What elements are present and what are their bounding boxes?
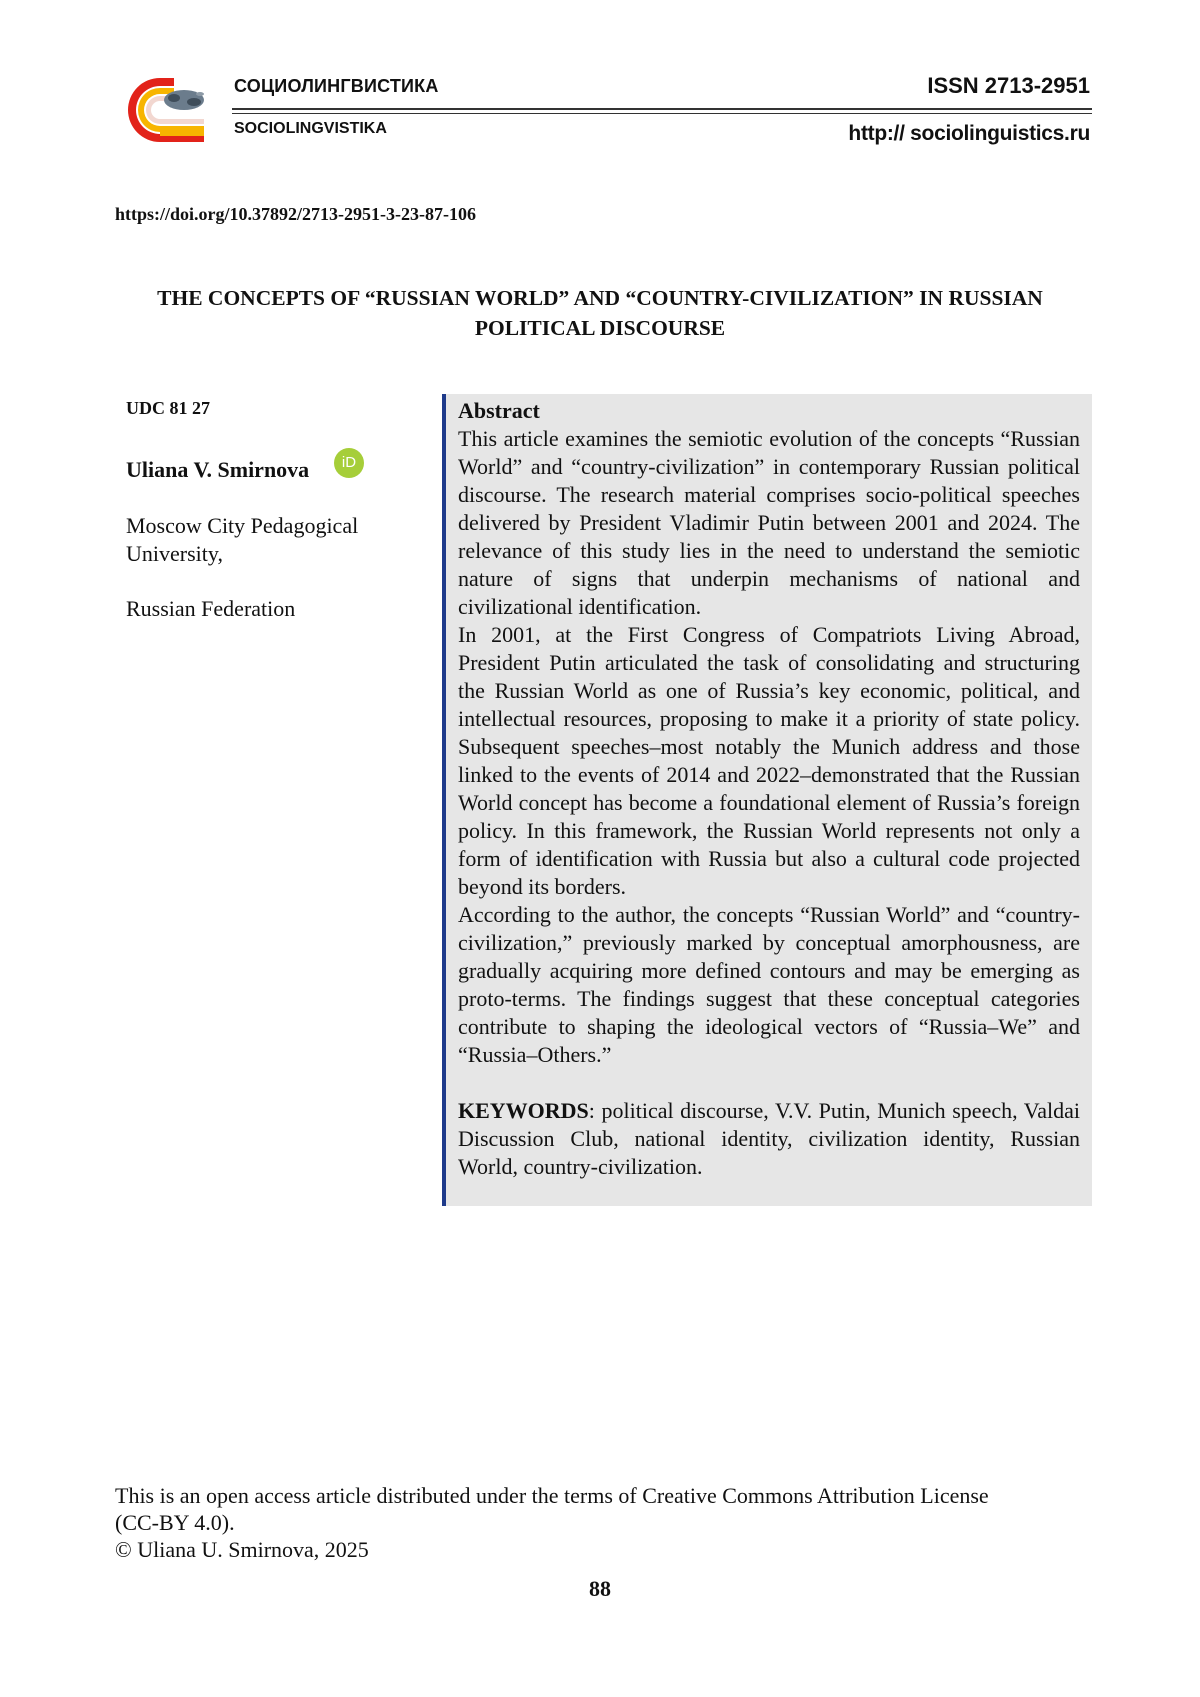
journal-website-link[interactable]: http:// sociolinguistics.ru <box>848 122 1090 145</box>
journal-logo-icon <box>112 72 212 148</box>
article-title: THE CONCEPTS OF “RUSSIAN WORLD” AND “COUNTRY-CIVILIZATION” IN RUSSIAN POLITICAL DISCOURSE <box>157 286 1043 340</box>
keywords-label: KEYWORDS <box>458 1098 589 1123</box>
author-country: Russian Federation <box>126 596 296 621</box>
abstract-box <box>442 394 1092 1206</box>
abstract-paragraph: In 2001, at the First Congress of Compatriots Living Abroad, President Putin articulated the task of consolidating and structuring the Russian World as one of Russia’s key economic, political, and intellectual resources, proposing to make it a priority of state policy. Subsequent speeches–most notably the Munich address and those linked to the events of 2014 and 2022–demonstrated that the Russian World concept has become a foundational element of Russia’s foreign policy. In this framework, the Russian World represents not only a form of identification with Russia but also a cultural code projected beyond its borders. <box>458 622 1080 899</box>
copyright: © Uliana U. Smirnova, 2025 <box>115 1537 369 1562</box>
abstract-heading: Abstract <box>458 398 540 423</box>
udc-code: UDC 81 27 <box>126 398 210 418</box>
license-notice <box>115 1482 1035 1563</box>
doi-link[interactable]: https://doi.org/10.37892/2713-2951-3-23-87-106 <box>115 204 476 224</box>
author-affiliation: Moscow City Pedagogical University, <box>126 513 359 566</box>
journal-name-en: SOCIOLINGVISTIKA <box>234 120 387 137</box>
abstract-paragraph: According to the author, the concepts “Russian World” and “country-civilization,” previously marked by conceptual amorphousness, are gradually acquiring more defined contours and may be emerging as proto-terms. The findings suggest that these conceptual categories contribute to shaping the ideological vectors of “Russia–We” and “Russia–Others.” <box>458 902 1080 1067</box>
keywords-list: : political discourse, V.V. Putin, Munich speech, Valdai Discussion Club, national identity, civilization identity, Russian World, country-civilization. <box>458 1098 1080 1179</box>
journal-name-ru: СОЦИОЛИНГВИСТИКА <box>234 76 439 96</box>
license-text: This is an open access article distributed under the terms of Creative Commons Attribution License (CC-BY 4.0). <box>115 1483 989 1535</box>
header-rule-thin <box>232 113 1092 114</box>
keywords <box>458 1097 1080 1181</box>
abstract-paragraph: This article examines the semiotic evolution of the concepts “Russian World” and “country-civilization” in contemporary Russian political discourse. The research material comprises socio-political speeches delivered by President Vladimir Putin between 2001 and 2024. The relevance of this study lies in the need to understand the semiotic nature of signs that underpin mechanisms of national and civilizational identification. <box>458 426 1080 619</box>
header-rule <box>232 108 1092 110</box>
issn: ISSN 2713-2951 <box>927 73 1090 98</box>
page-number: 88 <box>589 1576 611 1601</box>
orcid-icon[interactable]: iD <box>334 448 364 478</box>
author-name: Uliana V. Smirnova <box>126 457 310 482</box>
